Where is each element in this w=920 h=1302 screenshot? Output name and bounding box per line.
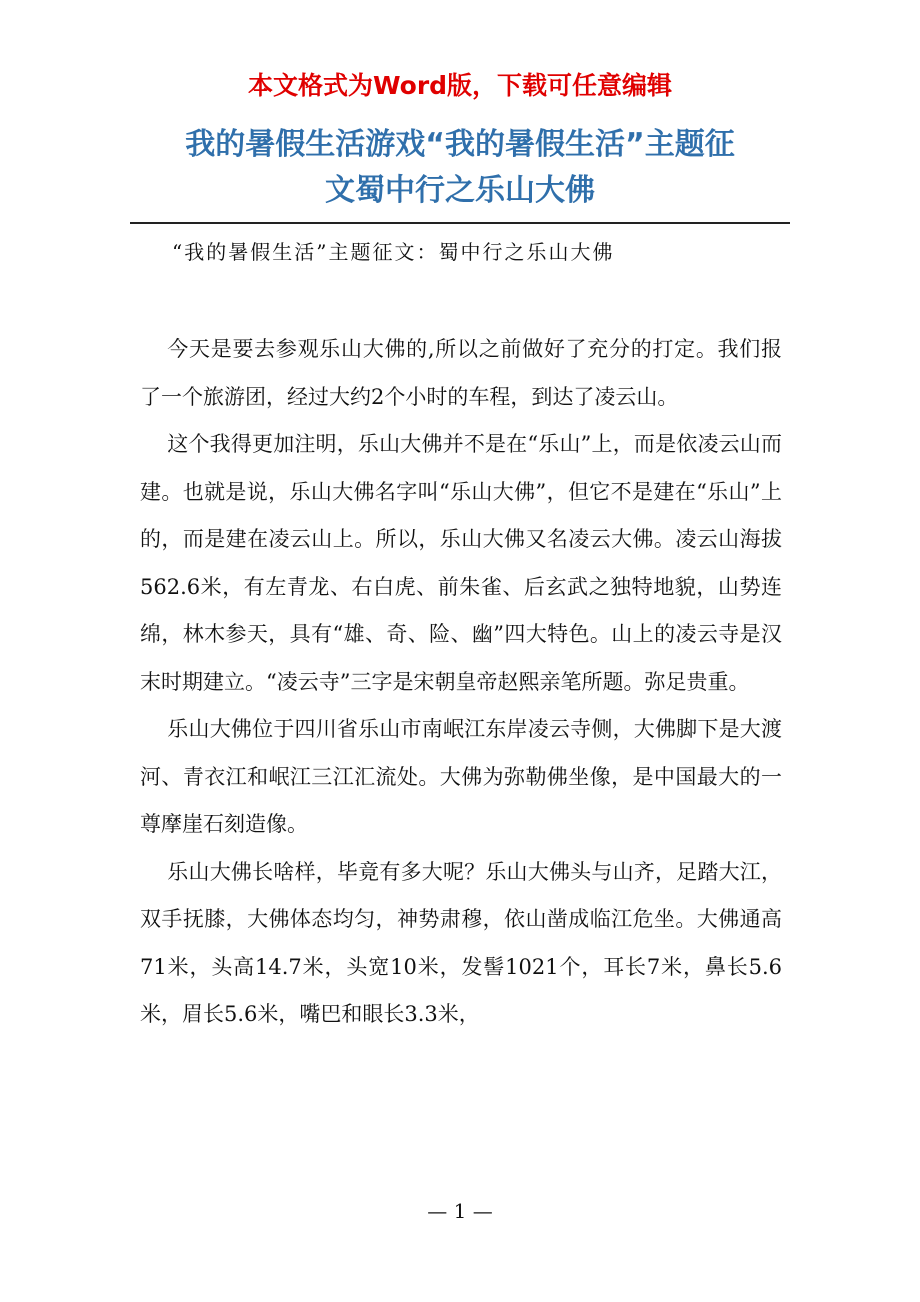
paragraph-4: 乐山大佛长啥样，毕竟有多大呢？乐山大佛头与山齐，足踏大江，双手抚膝，大佛体态均匀，神势肃穆，依山凿成临江危坐。大佛通高71米，头高14.7米，头宽10米，发髻1021个，耳长7米，鼻长5.6米，眉长5.6米，嘴巴和眼长3.3米， [140,859,782,1026]
title-divider [130,222,790,224]
essay-body [140,326,782,1039]
title-line-2: 文蜀中行之乐山大佛 [325,173,595,208]
page-number: — 1 — [427,1199,493,1223]
essay-subtitle: “我的暑假生活”主题征文：蜀中行之乐山大佛 [172,240,615,264]
format-notice: 本文格式为Word版，下载可任意编辑 [247,71,673,100]
paragraph-1: 今天是要去参观乐山大佛的,所以之前做好了充分的打定。我们报了一个旅游团，经过大约2个小时的车程，到达了凌云山。 [140,337,782,409]
paragraph-2: 这个我得更加注明，乐山大佛并不是在“乐山”上，而是依凌云山而建。也就是说，乐山大佛名字叫“乐山大佛”，但它不是建在“乐山”上的，而是建在凌云山上。所以，乐山大佛又名凌云大佛。凌云山海拔562.6米，有左青龙、右白虎、前朱雀、后玄武之独特地貌，山势连绵，林木参天，具有“雄、奇、险、幽”四大特色。山上的凌云寺是汉末时期建立。“凌云寺”三字是宋朝皇帝赵熙亲笔所题。弥足贵重。 [140,432,782,694]
paragraph-3: 乐山大佛位于四川省乐山市南岷江东岸凌云寺侧，大佛脚下是大渡河、青衣江和岷江三江汇流处。大佛为弥勒佛坐像，是中国最大的一尊摩崖石刻造像。 [140,717,782,836]
title-line-1: 我的暑假生活游戏“我的暑假生活”主题征 [185,127,735,162]
document-title [130,122,790,214]
